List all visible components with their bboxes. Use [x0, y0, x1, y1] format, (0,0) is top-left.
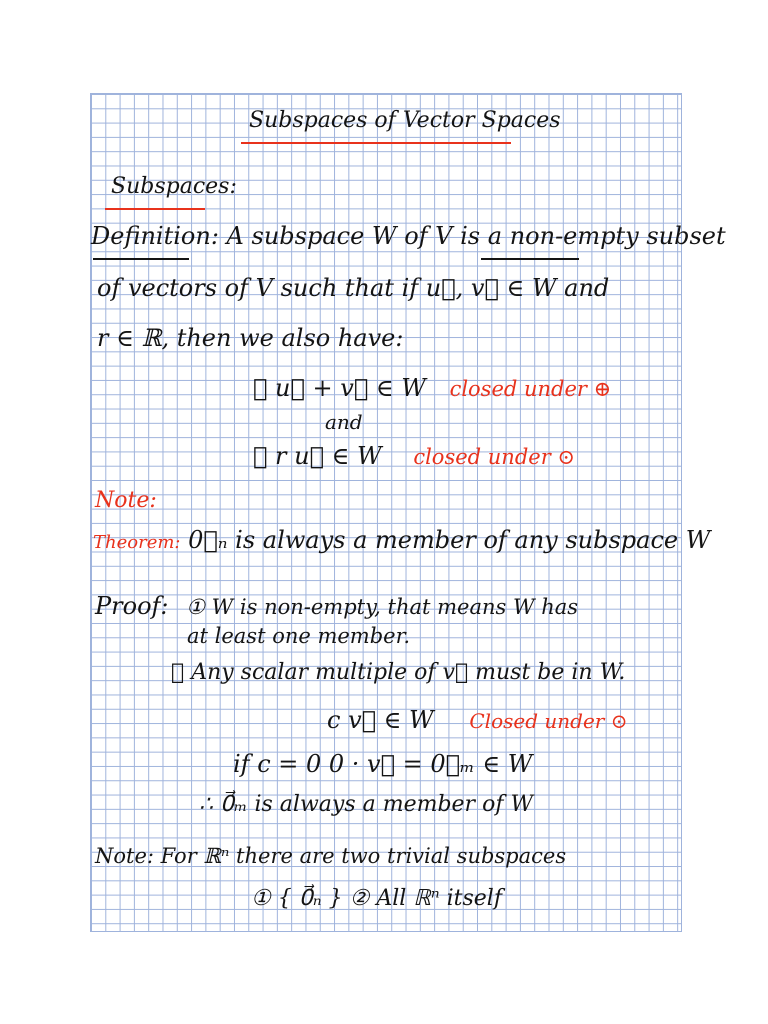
section-heading-text: Subspaces: [111, 174, 237, 199]
condition-2 [253, 444, 575, 468]
definition-emphasis: non-empty [509, 222, 639, 250]
proof-step-2: ② Any scalar multiple of v⃗ must be in W. [171, 660, 626, 685]
definition-text-1-end: subset [646, 222, 726, 250]
definition-label: Definition: [91, 222, 219, 250]
section-heading [111, 176, 237, 198]
proof-label: Proof: [95, 592, 169, 620]
note-heading: Note: [95, 488, 157, 513]
theorem-line [93, 528, 710, 552]
grid-paper [90, 93, 726, 932]
definition-line-2: of vectors of V such that if u⃗, v⃗ ∈ W and [97, 274, 610, 302]
proof-expr-1 [327, 708, 627, 732]
condition-1-expr: ① u⃗ + v⃗ ∈ W [253, 374, 426, 402]
definition-line-1 [91, 224, 726, 248]
theorem-label: Theorem: [93, 532, 181, 553]
definition-line-3: r ∈ ℝ, then we also have: [97, 324, 404, 352]
condition-1 [253, 376, 611, 400]
condition-2-expr: ② r u⃗ ∈ W [253, 442, 382, 470]
trivial-subspaces-items: ① { 0⃗ₙ } ② All ℝⁿ itself [251, 886, 502, 911]
theorem-text: 0⃗ₙ is always a member of any subspace W [188, 526, 711, 554]
proof-expr-1-text: c v⃗ ∈ W [327, 706, 434, 734]
trivial-subspaces-note: Note: For ℝⁿ there are two trivial subspaces [95, 844, 567, 868]
proof-step-1a: ① W is non-empty, that means W has [186, 595, 579, 619]
definition-label-underline [93, 258, 189, 260]
proof-step-1b: at least one member. [187, 624, 410, 648]
section-underline [105, 208, 205, 210]
proof-line-1 [95, 594, 578, 618]
definition-text-1: A subspace W of V is a [226, 222, 503, 250]
page-title: Subspaces of Vector Spaces [249, 108, 561, 133]
condition-2-note: closed under ⊙ [413, 445, 576, 469]
non-empty-underline [481, 258, 579, 260]
proof-expr-2: if c = 0 0 · v⃗ = 0⃗ₘ ∈ W [233, 750, 533, 778]
and-word: and [325, 410, 363, 434]
proof-expr-1-note: Closed under ⊙ [469, 709, 628, 733]
condition-1-note: closed under ⊕ [449, 377, 612, 401]
proof-conclusion: ∴ 0⃗ₘ is always a member of W [199, 792, 534, 817]
title-underline [241, 142, 511, 144]
